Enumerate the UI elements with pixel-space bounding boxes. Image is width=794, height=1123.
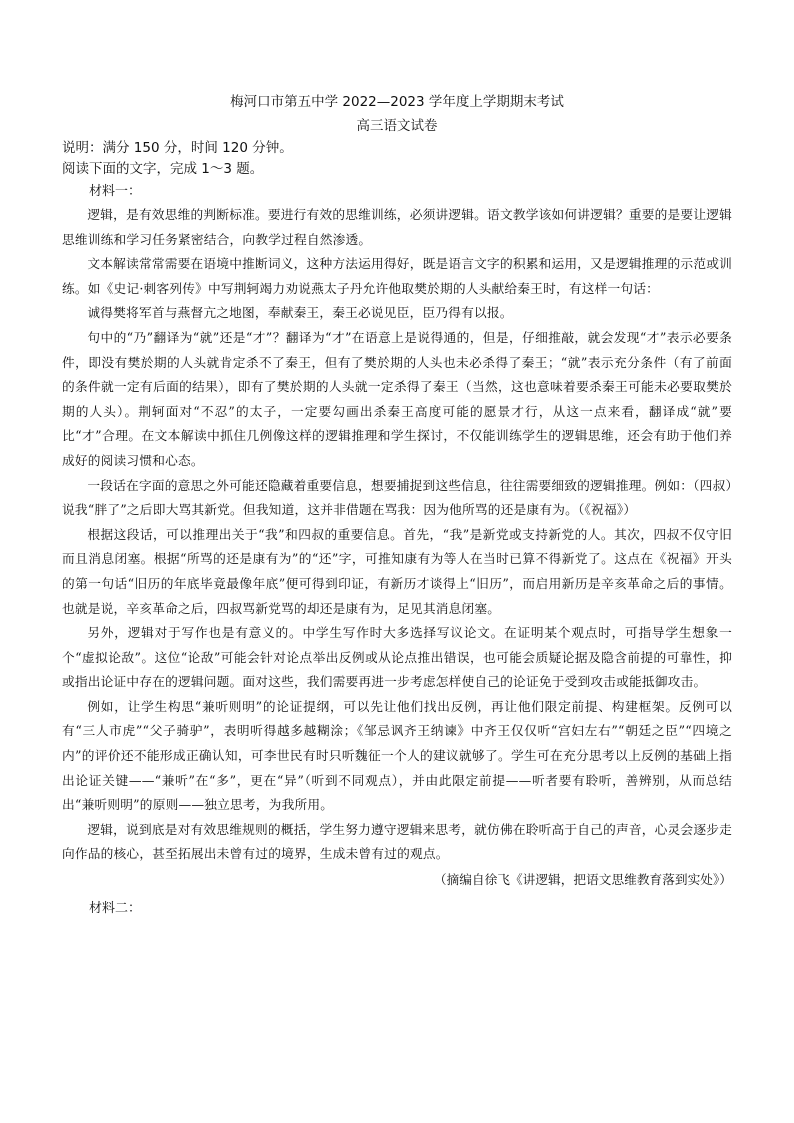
paragraph: 逻辑，说到底是对有效思维规则的概括，学生努力遵守逻辑来思考，就仿佛在聆听高于自己的声音，心灵会逐步走向作品的核心，甚至拓展出未曾有过的境界，生成未曾有过的观点。 [62, 821, 732, 862]
material-one-label: 材料一： [89, 184, 142, 199]
paragraph: 例如，让学生构思“兼听则明”的论证提纲，可以先让他们找出反例，再让他们限定前提、构建框架。反例可以有“三人市虎”“父子骑驴”，表明听得越多越糊涂；《邹忌讽齐王纳谏》中齐王仅仅听“宫妇左右”“朝廷之臣”“四境之内”的评价还不能形成正确认知，可李世民有时只听魏征一个人的建议就够了。学生可在充分思考以上反例的基础上指出论证关键——“兼听”在“多”，更在“异”（听到不同观点），并由此限定前提——听者要有聆听，善辨别，从而总结出“兼听则明”的原则——独立思考，为我所用。 [62, 698, 732, 813]
paragraph: 文本解读常常需要在语境中推断词义，这种方法运用得好，既是语言文字的积累和运用，又是逻辑推理的示范或训练。如《史记·刺客列传》中写荆轲竭力劝说燕太子丹允许他取樊於期的人头献给秦王时，有这样一句话： [62, 256, 732, 296]
paragraph: 逻辑，是有效思维的判断标准。要进行有效的思维训练，必须讲逻辑。语文教学该如何讲逻辑？重要的是要让逻辑思维训练和学习任务紧密结合，向教学过程自然渗透。 [62, 207, 732, 247]
paragraph: 根据这段话，可以推理出关于“我”和四叔的重要信息。首先，“我”是新党或支持新党的人。其次，四叔不仅守旧而且消息闭塞。根据“所骂的还是康有为”的“还”字，可推知康有为等人在当时已算不得新党了。这点在《祝福》开头的第一句话“旧历的年底毕竟最像年底”便可得到印证，有新历才谈得上“旧历”，而启用新历是辛亥革命之后的事情。也就是说，辛亥革命之后，四叔骂新党骂的却还是康有为，足见其消息闭塞。 [62, 526, 732, 616]
paragraph: 一段话在字面的意思之外可能还隐藏着重要信息，想要捕捉到这些信息，往往需要细致的逻辑推理。例如：（四叔）说我“胖了”之后即大骂其新党。但我知道，这并非借题在骂我：因为他所骂的还是康有为。（《祝福》） [62, 477, 732, 518]
read-prompt-text: 阅读下面的文字，完成 1～3 题。 [62, 161, 264, 177]
exam-subtitle: 高三语文试卷 [356, 118, 438, 134]
exam-page [62, 90, 732, 920]
quoted-passage: 诚得樊将军首与燕督亢之地图，奉献秦王，秦王必说见臣，臣乃得有以报。 [87, 305, 513, 321]
source-citation: （摘编自徐飞《讲逻辑，把语文思维教育落到实处》） [433, 872, 732, 888]
paragraph: 句中的“乃”翻译为“就”还是“才”？翻译为“才”在语意上是说得通的，但是，仔细推敲，就会发现“才”表示必要条件，即没有樊於期的人头就肯定杀不了秦王，但有了樊於期的人头也未必杀得了秦王；“就”表示充分条件（有了前面的条件就一定有后面的结果），即有了樊於期的人头就一定杀得了秦王（当然，这也意味着要杀秦王可能未必要取樊於期的人头）。荆轲面对“不忍”的太子，一定要勾画出杀秦王高度可能的愿景才行，从这一点来看，翻译成“就”要比“才”合理。在文本解读中抓住几例像这样的逻辑推理和学生探讨，不仅能训练学生的逻辑思维，还会有助于他们养成好的阅读习惯和心态。 [62, 329, 732, 468]
instructions-text: 说明：满分 150 分，时间 120 分钟。 [62, 140, 293, 156]
paragraph: 另外，逻辑对于写作也是有意义的。中学生写作时大多选择写议论文。在证明某个观点时，可指导学生想象一个“虚拟论敌”。这位“论敌”可能会针对论点举出反例或从论点推出错误，也可能会质疑论据及隐含前提的可靠性，抑或指出论证中存在的逻辑问题。面对这些，我们需要再进一步考虑怎样使自己的论证免于受到攻击或能抵御攻击。 [62, 625, 732, 690]
exam-title: 梅河口市第五中学 2022—2023 学年度上学期期末考试 [230, 94, 564, 110]
material-two-label: 材料二： [89, 901, 142, 917]
